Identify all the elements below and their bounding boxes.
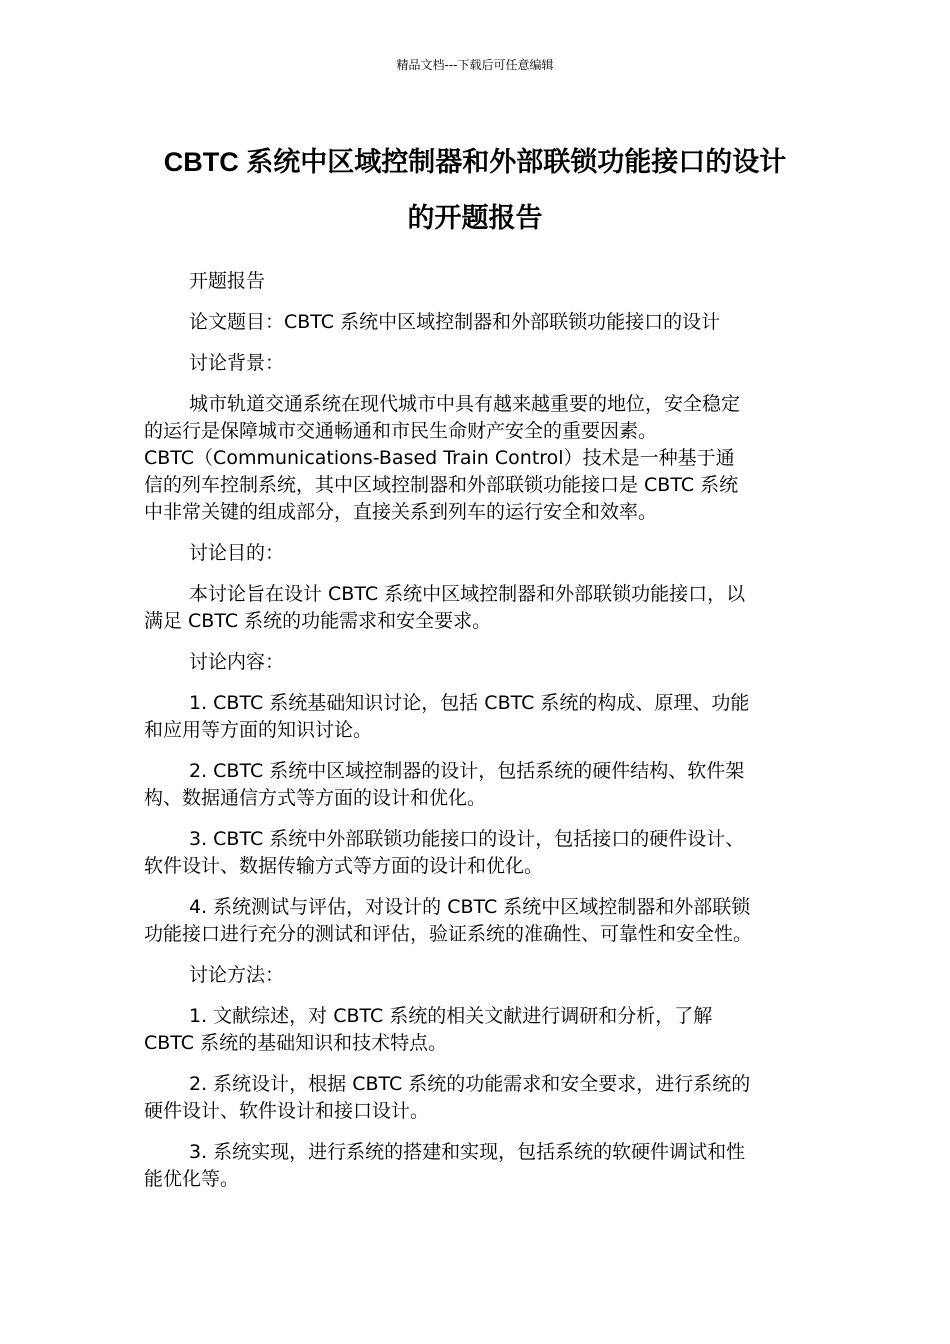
purpose-paragraph: 本讨论旨在设计 CBTC 系统中区域控制器和外部联锁功能接口，以 满足 CBTC 系统的功能需求和安全要求。 bbox=[144, 583, 746, 632]
method-item: 2. 系统设计，根据 CBTC 系统的功能需求和安全要求，进行系统的 硬件设计、软件设计和接口设计。 bbox=[144, 1073, 751, 1122]
method-heading: 讨论方法： bbox=[189, 964, 285, 986]
document-title bbox=[140, 134, 810, 246]
content-item: 3. CBTC 系统中外部联锁功能接口的设计，包括接口的硬件设计、 软件设计、数据传输方式等方面的设计和优化。 bbox=[144, 828, 745, 877]
content-item: 2. CBTC 系统中区域控制器的设计，包括系统的硬件结构、软件架 构、数据通信方式等方面的设计和优化。 bbox=[144, 760, 745, 809]
method-item: 3. 系统实现，进行系统的搭建和实现，包括系统的软硬件调试和性 能优化等。 bbox=[144, 1141, 746, 1190]
method-item: 1. 文献综述，对 CBTC 系统的相关文献进行调研和分析，了解 CBTC 系统的基础知识和技术特点。 bbox=[144, 1005, 713, 1054]
content-item: 1. CBTC 系统基础知识讨论，包括 CBTC 系统的构成、原理、功能 和应用等方面的知识讨论。 bbox=[144, 692, 750, 741]
content-heading: 讨论内容： bbox=[189, 651, 285, 673]
report-label: 开题报告 bbox=[189, 270, 266, 292]
document-body bbox=[144, 268, 804, 1207]
purpose-heading: 讨论目的： bbox=[189, 542, 285, 564]
background-heading: 讨论背景： bbox=[189, 352, 285, 374]
content-item: 4. 系统测试与评估，对设计的 CBTC 系统中区域控制器和外部联锁 功能接口进行充分的测试和评估，验证系统的准确性、可靠性和安全性。 bbox=[144, 896, 753, 945]
page-header-note: 精品文档---下载后可任意编辑 bbox=[396, 58, 554, 72]
document-title-line-1: CBTC 系统中区域控制器和外部联锁功能接口的设计 bbox=[163, 147, 787, 177]
background-paragraph-1: 城市轨道交通系统在现代城市中具有越来越重要的地位，安全稳定 的运行是保障城市交通畅通和市民生命财产安全的重要因素。 bbox=[144, 393, 741, 442]
document-title-line-2: 的开题报告 bbox=[407, 203, 543, 233]
background-paragraph-2: CBTC（Communications-Based Train Control）技术是一种基于通 信的列车控制系统，其中区域控制器和外部联锁功能接口是 CBTC 系统 中非常关键的组成部分，直接关系到列车的运行安全和效率。 bbox=[144, 447, 739, 523]
thesis-title: 论文题目：CBTC 系统中区域控制器和外部联锁功能接口的设计 bbox=[189, 311, 721, 333]
